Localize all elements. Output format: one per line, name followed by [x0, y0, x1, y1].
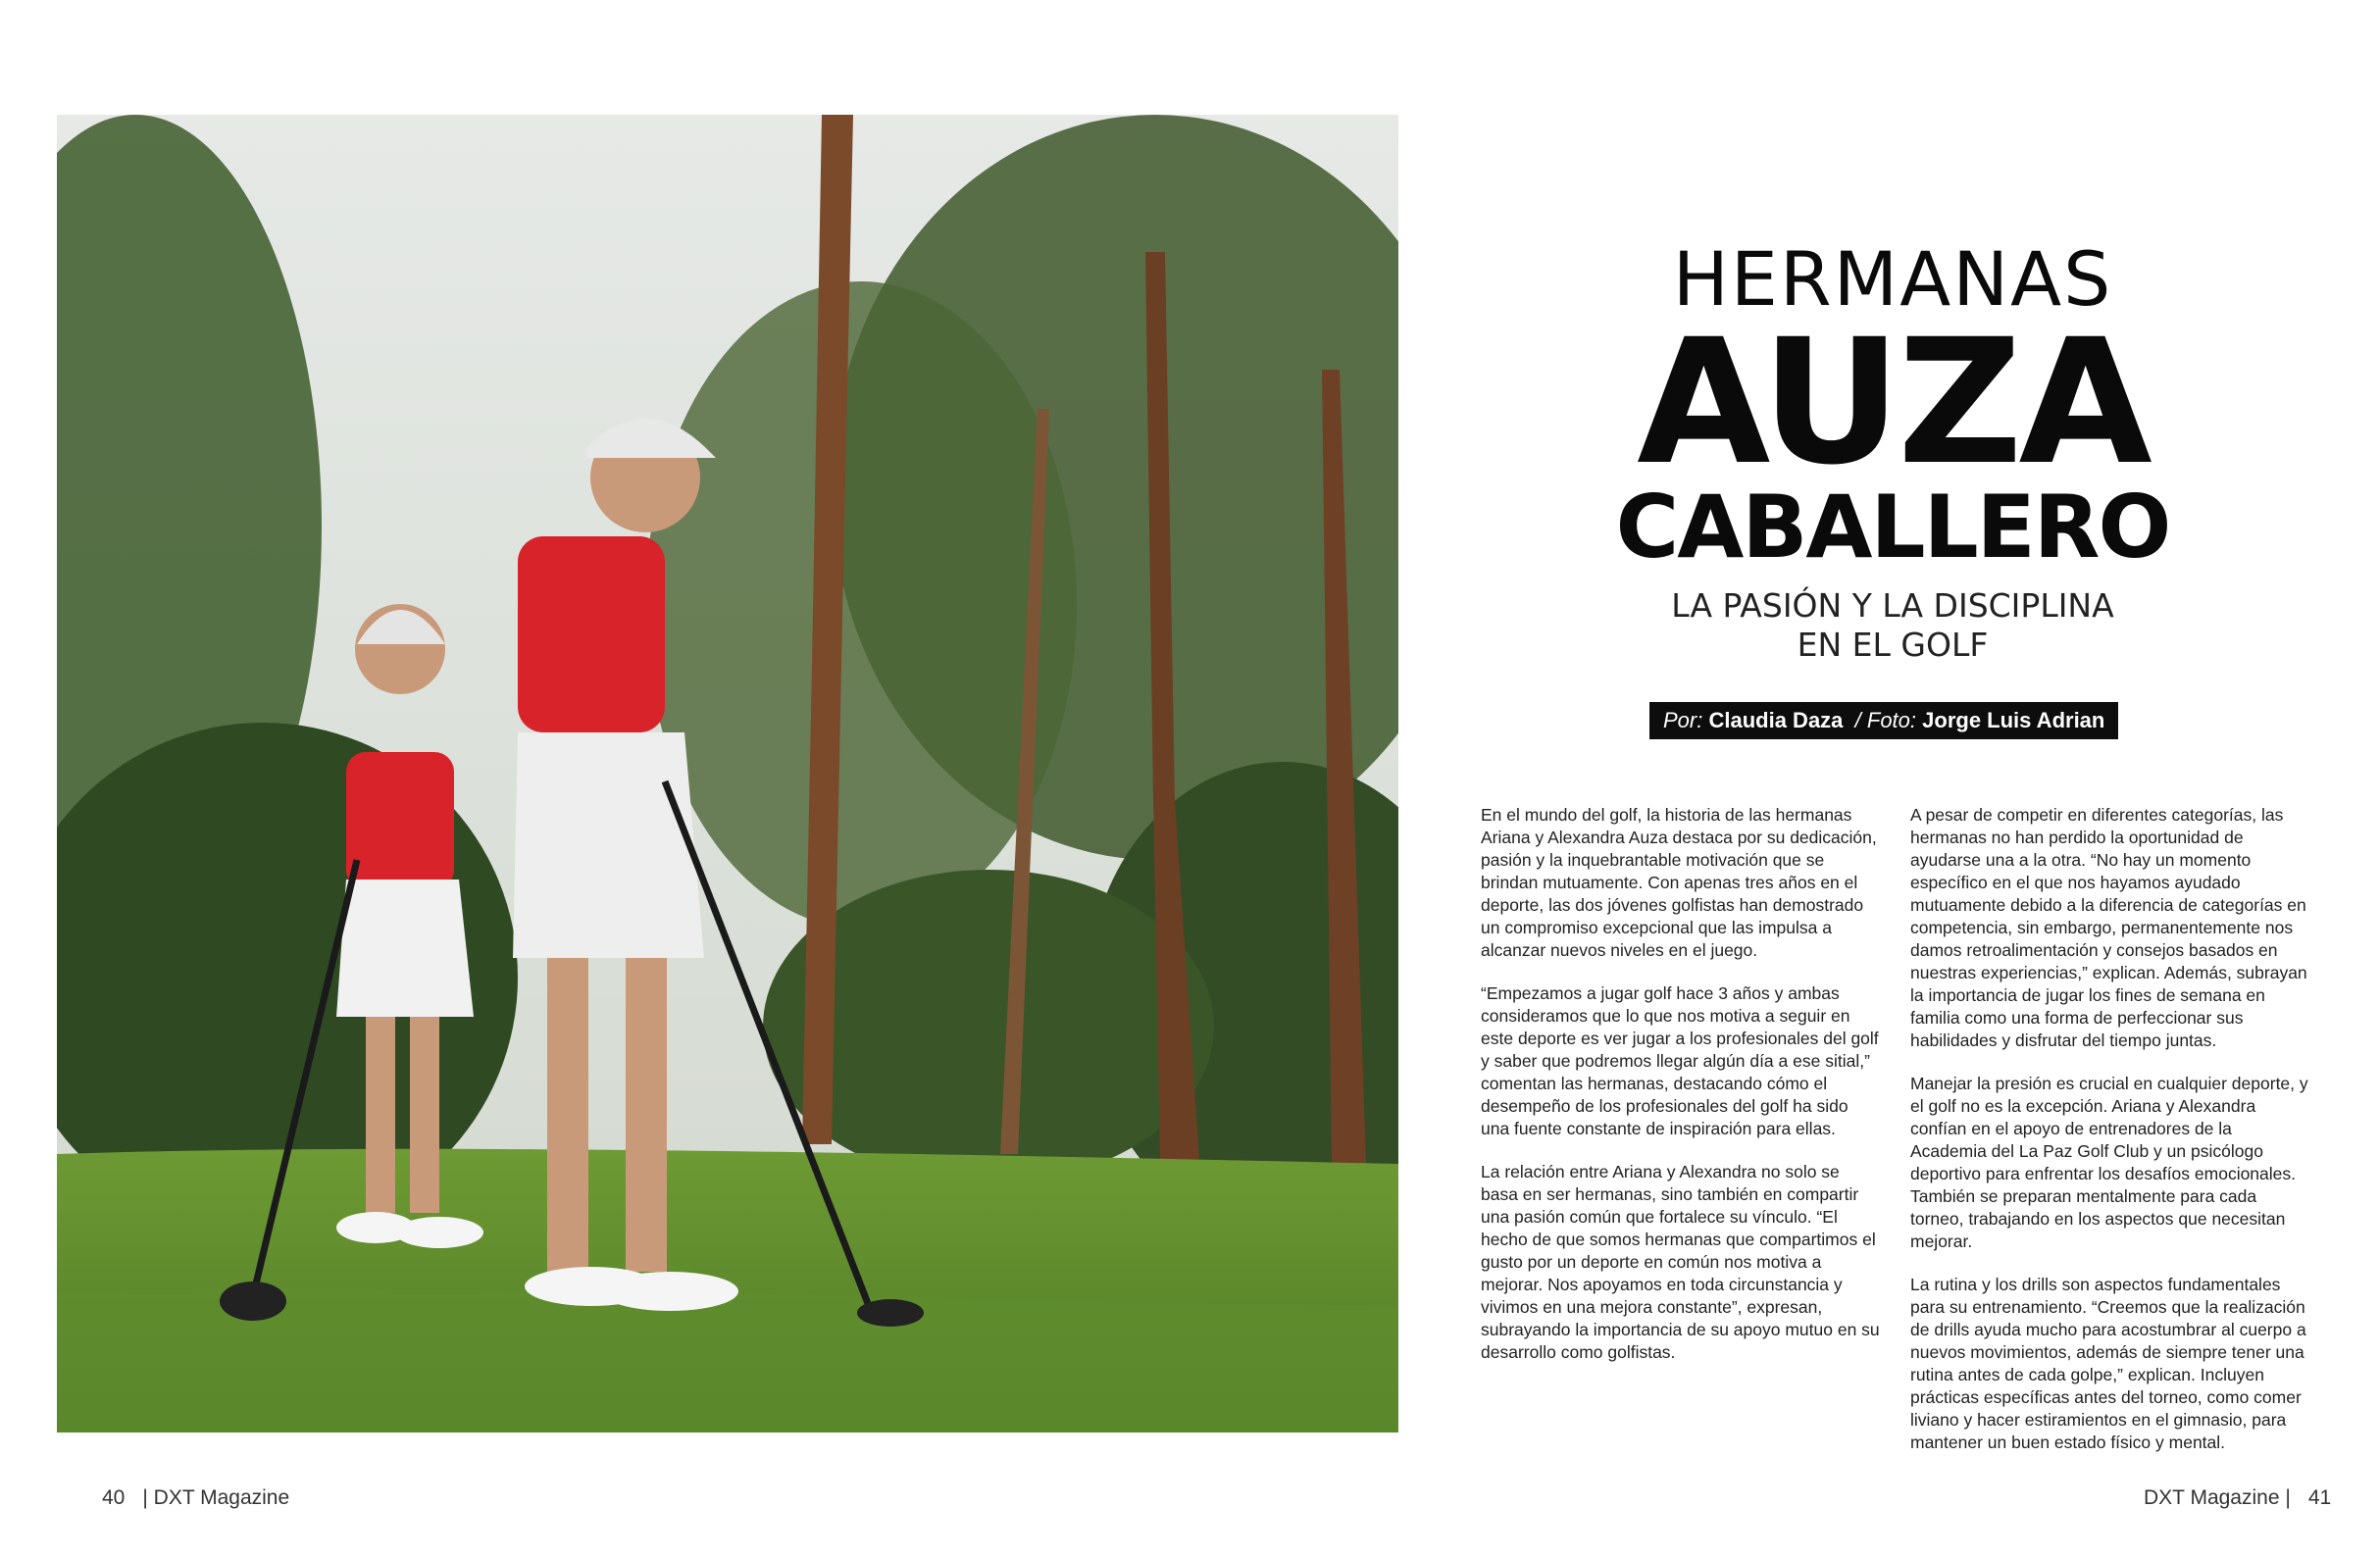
paragraph: A pesar de competir en diferentes categorías, las hermanas no han perdido la oportunidad de ayudarse una a la otra. “No hay un momento específico en el que nos hayamos ayudado mutuamente debido a la diferencia de categorías en competencia, sin embargo, permanentemente nos damos retroalimentación y consejos basados en nuestras experiencias,” explican. Además, subrayan la importancia de jugar los fines de semana en familia como una forma de perfeccionar sus habilidades y disfrutar del tiempo juntas.: [1910, 805, 2307, 1050]
subtitle-line-2: EN EL GOLF: [1797, 626, 1989, 664]
page-number-right: 41: [2307, 1486, 2332, 1509]
magazine-name-left: | DXT Magazine: [142, 1486, 290, 1509]
body-column-right: [1910, 804, 2310, 1475]
photographer-name: Jorge Luis Adrian: [1922, 708, 2105, 732]
footer-left: [84, 1486, 289, 1510]
hero-photo-golfers: [57, 115, 1398, 1432]
paragraph: La rutina y los drills son aspectos fundamentales para su entrenamiento. “Creemos que la realización de drills ayuda mucho para acostumbrar al cuerpo a nuevos movimientos, además de siempre tener una rutina antes de cada golpe,” explican. Incluyen prácticas específicas antes del torneo, como comer liviano y hacer estiramientos en el gimnasio, para mantener un buen estado físico y mental.: [1910, 1275, 2306, 1452]
body-column-left: [1481, 804, 1881, 1384]
subtitle-line-1: LA PASIÓN Y LA DISCIPLINA: [1671, 586, 2114, 625]
author-name: Claudia Daza: [1708, 708, 1844, 732]
paragraph: En el mundo del golf, la historia de las hermanas Ariana y Alexandra Auza destaca por su dedicación, pasión y la inquebrantable motivación que se brindan mutuamente. Con apenas tres años en el deporte, las dos jóvenes golfistas han demostrado un compromiso excepcional que las impulsa a alcanzar nuevos niveles en el juego.: [1481, 805, 1877, 960]
paragraph: “Empezamos a jugar golf hace 3 años y ambas consideramos que lo que nos motiva a seguir en este deporte es ver jugar a los profesionales del golf y saber que podremos llegar algún día a ese sitial,” comentan las hermanas, destacando cómo el desempeño de los profesionales del golf ha sido una fuente constante de inspiración para ellas.: [1481, 983, 1879, 1138]
footer-right: [2144, 1486, 2349, 1510]
magazine-name-right: DXT Magazine |: [2144, 1486, 2291, 1509]
title-line-caballero: CABALLERO: [1615, 477, 2170, 578]
paragraph: La relación entre Ariana y Alexandra no solo se basa en ser hermanas, sino también en compartir una pasión común que fortalece su vínculo. “El hecho de que somos hermanas que compartimos el gusto por un deporte en común nos motiva a mejorar. Nos apoyamos en toda circunstancia y vivimos en una mejora constante”, expresan, subrayando la importancia de su apoyo mutuo en su desarrollo como golfistas.: [1481, 1162, 1880, 1362]
byline-bar: [1649, 702, 2118, 739]
title-line-auza: AUZA: [1637, 302, 2149, 503]
paragraph: Manejar la presión es crucial en cualquier deporte, y el golf no es la excepción. Ariana y Alexandra confían en el apoyo de entrenadores de la Academia del La Paz Golf Club y un psicólogo deportivo para enfrentar los desafíos emocionales. También se preparan mentalmente para cada torneo, trabajando en los aspectos que necesitan mejorar.: [1910, 1074, 2308, 1251]
golf-course-illustration: [57, 115, 1398, 1432]
page-number-left: 40: [102, 1486, 126, 1509]
article-subtitle: [1589, 586, 2197, 665]
title-line-hermanas: HERMANAS: [1672, 235, 2113, 323]
photo-prefix: / Foto:: [1854, 708, 1917, 732]
author-prefix: Por:: [1663, 708, 1703, 732]
article-title-block: [1589, 235, 2197, 665]
